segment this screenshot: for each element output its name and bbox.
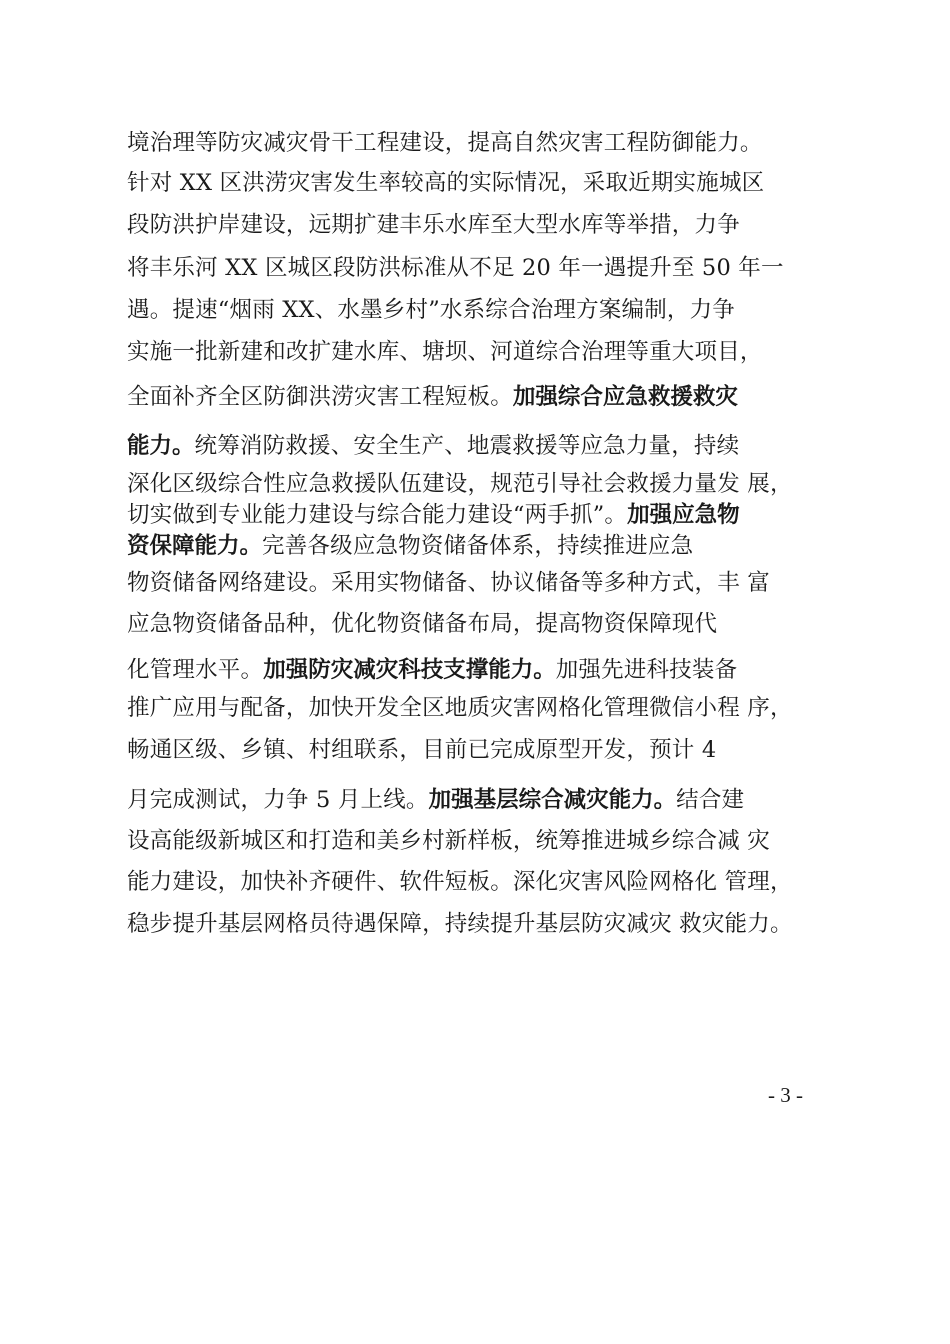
- body-line: 设高能级新城区和打造和美乡村新样板，统筹推进城乡综合减 灾: [127, 828, 770, 854]
- body-line: 应急物资储备品种，优化物资储备布局，提高物资保障现代: [127, 611, 718, 637]
- page-number: - 3 -: [768, 1083, 803, 1107]
- body-line: 段防洪护岸建设，远期扩建丰乐水库至大型水库等举措，力争: [127, 212, 740, 238]
- body-line: 畅通区级、乡镇、村组联系，目前已完成原型开发，预计 4: [127, 737, 717, 763]
- body-line: 遇。提速“烟雨 XX、水墨乡村”水系综合治理方案编制，力争: [127, 297, 735, 323]
- body-line: 物资储备网络建设。采用实物储备、协议储备等多种方式，丰 富: [127, 570, 770, 596]
- body-line: 将丰乐河 XX 区城区段防洪标准从不足 20 年一遇提升至 50 年一: [127, 255, 784, 281]
- body-line: 能力。统筹消防救援、安全生产、地震救援等应急力量，持续: [127, 433, 740, 459]
- body-line: 全面补齐全区防御洪涝灾害工程短板。加强综合应急救援救灾: [127, 384, 738, 410]
- body-line: 能力建设，加快补齐硬件、软件短板。深化灾害风险网格化 管理，: [127, 869, 793, 895]
- bold-heading: 加强基层综合减灾能力。: [428, 787, 677, 813]
- body-line: 切实做到专业能力建设与综合能力建设“两手抓”。加强应急物: [127, 502, 740, 528]
- bold-heading: 能力。: [127, 433, 195, 459]
- body-line: 化管理水平。加强防灾减灾科技支撑能力。加强先进科技装备: [127, 657, 738, 683]
- body-line: 月完成测试，力争 5 月上线。加强基层综合减灾能力。结合建: [127, 787, 745, 813]
- bold-heading: 加强应急物: [627, 502, 740, 528]
- body-line: 资保障能力。完善各级应急物资储备体系，持续推进应急: [127, 533, 694, 559]
- bold-heading: 资保障能力。: [127, 533, 263, 559]
- body-line: 推广应用与配备，加快开发全区地质灾害网格化管理微信小程 序，: [127, 695, 793, 721]
- body-line: 实施一批新建和改扩建水库、塘坝、河道综合治理等重大项目，: [127, 339, 763, 365]
- bold-heading: 加强防灾减灾科技支撑能力。: [263, 657, 556, 683]
- body-line: 境治理等防灾减灾骨干工程建设，提高自然灾害工程防御能力。: [127, 130, 763, 156]
- body-line: 稳步提升基层网格员待遇保障，持续提升基层防灾减灾 救灾能力。: [127, 911, 793, 937]
- bold-heading: 加强综合应急救援救灾: [512, 384, 738, 410]
- body-line: 针对 XX 区洪涝灾害发生率较高的实际情况，采取近期实施城区: [127, 170, 765, 196]
- body-line: 深化区级综合性应急救援队伍建设，规范引导社会救援力量发 展，: [127, 471, 793, 497]
